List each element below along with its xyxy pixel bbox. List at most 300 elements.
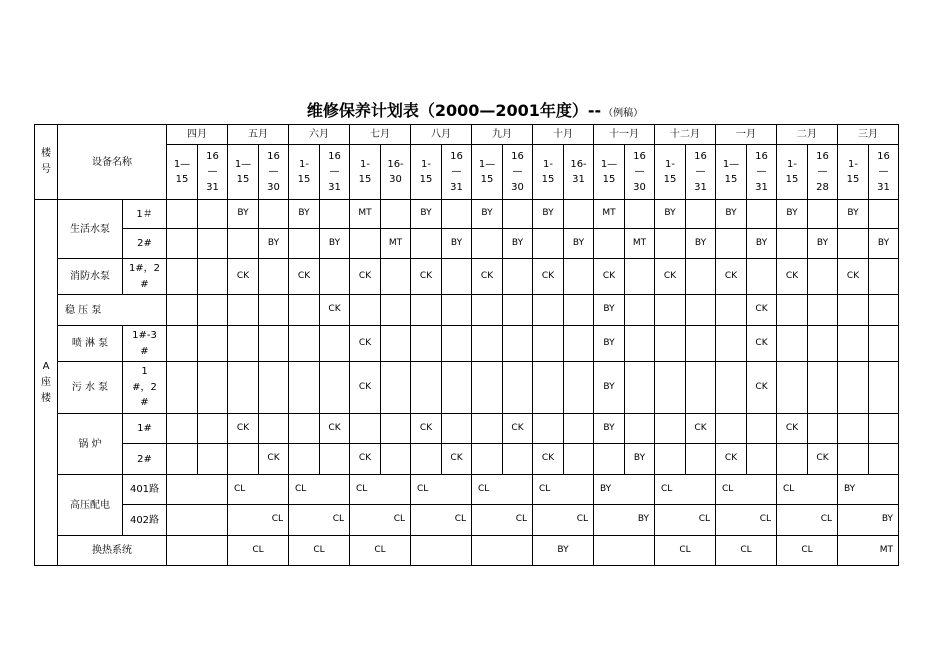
schedule-cell: CL	[777, 475, 838, 505]
period-first-half: 1- 15	[777, 145, 808, 200]
schedule-cell: BY	[320, 229, 350, 259]
schedule-cell	[777, 295, 808, 326]
schedule-cell	[320, 362, 350, 414]
schedule-cell	[808, 259, 838, 295]
schedule-cell	[228, 295, 259, 326]
period-second-half: 16- 30	[381, 145, 411, 200]
schedule-cell: BY	[442, 229, 472, 259]
schedule-cell	[411, 326, 442, 362]
schedule-cell: BY	[594, 475, 655, 505]
schedule-cell: CK	[320, 414, 350, 444]
schedule-cell: BY	[716, 200, 747, 229]
schedule-cell	[411, 444, 442, 475]
equipment-name: 锅 炉	[58, 414, 123, 475]
schedule-cell	[228, 326, 259, 362]
month-header: 九月	[472, 125, 533, 145]
schedule-cell: CK	[350, 259, 381, 295]
schedule-cell	[716, 414, 747, 444]
schedule-cell	[167, 505, 228, 536]
schedule-cell: CK	[655, 259, 686, 295]
schedule-cell	[838, 414, 869, 444]
schedule-cell	[808, 295, 838, 326]
schedule-cell: CL	[228, 536, 289, 566]
schedule-cell	[167, 444, 198, 475]
schedule-cell	[503, 295, 533, 326]
schedule-cell	[472, 362, 503, 414]
building-name: A 座 楼	[35, 200, 58, 566]
schedule-cell	[808, 200, 838, 229]
schedule-cell: CK	[686, 414, 716, 444]
schedule-cell: CK	[228, 259, 259, 295]
schedule-cell: CL	[655, 475, 716, 505]
period-second-half: 16 — 31	[320, 145, 350, 200]
period-first-half: 1— 15	[716, 145, 747, 200]
schedule-cell: CK	[533, 444, 564, 475]
schedule-cell: BY	[564, 229, 594, 259]
row-fire-pump	[35, 259, 899, 295]
period-first-half: 1- 15	[838, 145, 869, 200]
month-header: 七月	[350, 125, 411, 145]
schedule-cell: CK	[777, 414, 808, 444]
schedule-cell: BY	[594, 295, 625, 326]
schedule-cell	[442, 326, 472, 362]
period-second-half: 16 — 31	[686, 145, 716, 200]
schedule-cell	[777, 444, 808, 475]
month-header: 八月	[411, 125, 472, 145]
schedule-cell: CK	[228, 414, 259, 444]
schedule-cell	[777, 362, 808, 414]
schedule-cell: CK	[472, 259, 503, 295]
schedule-cell	[198, 362, 228, 414]
schedule-cell	[625, 259, 655, 295]
unit-label: 402路	[123, 505, 167, 536]
header-month-row	[35, 125, 899, 145]
schedule-cell: BY	[228, 200, 259, 229]
schedule-cell	[411, 229, 442, 259]
schedule-cell	[838, 362, 869, 414]
schedule-cell	[838, 326, 869, 362]
schedule-cell	[655, 444, 686, 475]
schedule-cell	[655, 362, 686, 414]
row-sewage-pump	[35, 362, 899, 414]
unit-label: 1#-3 #	[123, 326, 167, 362]
schedule-cell	[381, 326, 411, 362]
schedule-cell: CK	[747, 362, 777, 414]
schedule-cell	[686, 326, 716, 362]
schedule-cell	[869, 259, 899, 295]
period-second-half: 16 — 28	[808, 145, 838, 200]
schedule-cell	[259, 295, 289, 326]
schedule-cell: CK	[716, 259, 747, 295]
schedule-cell	[533, 229, 564, 259]
schedule-cell	[381, 259, 411, 295]
schedule-cell: MT	[838, 536, 899, 566]
period-second-half: 16 — 30	[259, 145, 289, 200]
schedule-cell	[625, 295, 655, 326]
schedule-cell: BY	[503, 229, 533, 259]
period-first-half: 1- 15	[655, 145, 686, 200]
schedule-cell	[228, 444, 259, 475]
schedule-cell	[198, 259, 228, 295]
schedule-cell	[869, 295, 899, 326]
schedule-cell	[808, 414, 838, 444]
schedule-cell: BY	[289, 200, 320, 229]
schedule-cell: CL	[350, 505, 411, 536]
month-header: 二月	[777, 125, 838, 145]
schedule-cell	[503, 259, 533, 295]
building-header: 楼 号	[35, 125, 58, 200]
period-second-half: 16 — 30	[625, 145, 655, 200]
schedule-cell: CL	[716, 505, 777, 536]
period-first-half: 1- 15	[533, 145, 564, 200]
schedule-cell	[411, 536, 472, 566]
schedule-cell	[747, 259, 777, 295]
month-header: 十一月	[594, 125, 655, 145]
schedule-cell	[747, 444, 777, 475]
schedule-cell	[381, 444, 411, 475]
schedule-cell	[594, 229, 625, 259]
unit-label: 2#	[123, 444, 167, 475]
schedule-cell: CK	[594, 259, 625, 295]
equipment-name: 生活水泵	[58, 200, 123, 259]
schedule-cell	[472, 414, 503, 444]
unit-label: 401路	[123, 475, 167, 505]
schedule-cell	[686, 200, 716, 229]
schedule-cell: CL	[777, 505, 838, 536]
schedule-cell	[686, 259, 716, 295]
maintenance-schedule-table	[34, 124, 899, 566]
schedule-cell	[533, 326, 564, 362]
page-title	[0, 98, 950, 121]
period-second-half: 16 — 31	[869, 145, 899, 200]
schedule-cell	[289, 229, 320, 259]
schedule-cell: CK	[411, 414, 442, 444]
schedule-cell	[503, 326, 533, 362]
schedule-cell	[259, 326, 289, 362]
schedule-cell	[472, 295, 503, 326]
schedule-cell: CK	[533, 259, 564, 295]
schedule-cell	[472, 536, 533, 566]
schedule-cell	[869, 326, 899, 362]
schedule-cell	[411, 362, 442, 414]
equipment-name: 污 水 泵	[58, 362, 123, 414]
schedule-cell	[289, 362, 320, 414]
schedule-cell: BY	[594, 326, 625, 362]
schedule-cell	[198, 295, 228, 326]
schedule-cell	[320, 200, 350, 229]
schedule-cell: CL	[777, 536, 838, 566]
schedule-cell	[167, 326, 198, 362]
schedule-cell	[350, 229, 381, 259]
unit-label: 1＃	[123, 200, 167, 229]
schedule-cell	[259, 259, 289, 295]
schedule-cell	[747, 414, 777, 444]
schedule-cell	[625, 326, 655, 362]
schedule-cell	[198, 229, 228, 259]
schedule-cell	[655, 229, 686, 259]
schedule-cell	[350, 295, 381, 326]
schedule-cell: CL	[716, 536, 777, 566]
schedule-cell: MT	[381, 229, 411, 259]
period-first-half: 1- 15	[411, 145, 442, 200]
schedule-cell: BY	[655, 200, 686, 229]
schedule-cell	[869, 444, 899, 475]
schedule-cell	[716, 362, 747, 414]
equipment-name: 消防水泵	[58, 259, 123, 295]
schedule-cell	[167, 295, 198, 326]
schedule-cell	[167, 414, 198, 444]
row-boiler-1	[35, 414, 899, 444]
schedule-cell: CK	[747, 295, 777, 326]
schedule-cell	[259, 414, 289, 444]
schedule-cell	[625, 200, 655, 229]
schedule-cell: CL	[289, 505, 350, 536]
schedule-cell: CK	[350, 362, 381, 414]
row-heat-exchange	[35, 536, 899, 566]
schedule-cell	[320, 326, 350, 362]
schedule-cell	[838, 295, 869, 326]
schedule-cell	[289, 295, 320, 326]
schedule-cell	[838, 444, 869, 475]
schedule-cell	[503, 444, 533, 475]
schedule-cell: CL	[533, 475, 594, 505]
schedule-cell	[442, 362, 472, 414]
schedule-cell	[655, 326, 686, 362]
schedule-cell	[411, 295, 442, 326]
schedule-cell	[838, 229, 869, 259]
schedule-cell	[564, 326, 594, 362]
equipment-name: 稳 压 泵	[58, 295, 167, 326]
schedule-cell	[472, 229, 503, 259]
schedule-cell	[167, 229, 198, 259]
schedule-cell: CK	[503, 414, 533, 444]
month-header: 四月	[167, 125, 228, 145]
schedule-cell: BY	[533, 536, 594, 566]
equipment-name: 喷 淋 泵	[58, 326, 123, 362]
schedule-cell	[777, 229, 808, 259]
schedule-cell: BY	[625, 444, 655, 475]
schedule-cell: CL	[350, 536, 411, 566]
schedule-cell	[533, 414, 564, 444]
schedule-cell: CK	[716, 444, 747, 475]
schedule-cell	[472, 444, 503, 475]
schedule-cell	[320, 259, 350, 295]
unit-label: 1 #，2 #	[123, 362, 167, 414]
period-second-half: 16- 31	[564, 145, 594, 200]
schedule-cell	[533, 295, 564, 326]
schedule-cell	[533, 362, 564, 414]
schedule-cell	[625, 414, 655, 444]
row-water-pump-1	[35, 200, 899, 229]
schedule-cell	[503, 200, 533, 229]
schedule-cell	[564, 444, 594, 475]
schedule-cell	[716, 229, 747, 259]
schedule-cell: BY	[838, 505, 899, 536]
schedule-cell	[167, 259, 198, 295]
schedule-cell: BY	[777, 200, 808, 229]
schedule-cell	[259, 200, 289, 229]
schedule-cell	[686, 444, 716, 475]
schedule-cell: CK	[350, 326, 381, 362]
schedule-cell	[655, 414, 686, 444]
title-main: 维修保养计划表（2000—2001年度）--	[306, 101, 602, 120]
schedule-cell	[289, 326, 320, 362]
schedule-cell: CL	[533, 505, 594, 536]
month-header: 五月	[228, 125, 289, 145]
period-first-half: 1— 15	[594, 145, 625, 200]
schedule-cell: CK	[777, 259, 808, 295]
schedule-cell	[564, 259, 594, 295]
schedule-cell: CL	[350, 475, 411, 505]
schedule-cell	[747, 200, 777, 229]
period-second-half: 16 — 31	[747, 145, 777, 200]
schedule-cell: CL	[716, 475, 777, 505]
row-high-voltage-401	[35, 475, 899, 505]
schedule-cell: CL	[289, 536, 350, 566]
schedule-cell	[686, 362, 716, 414]
schedule-cell	[594, 536, 655, 566]
schedule-cell	[381, 295, 411, 326]
schedule-cell: CL	[655, 505, 716, 536]
schedule-cell	[869, 200, 899, 229]
schedule-cell: CK	[442, 444, 472, 475]
schedule-cell: BY	[594, 505, 655, 536]
schedule-cell	[381, 200, 411, 229]
schedule-cell	[320, 444, 350, 475]
schedule-cell	[472, 326, 503, 362]
schedule-cell	[167, 200, 198, 229]
schedule-cell: CK	[808, 444, 838, 475]
schedule-cell: CL	[228, 505, 289, 536]
schedule-cell	[167, 475, 228, 505]
schedule-cell	[289, 414, 320, 444]
period-first-half: 1— 15	[472, 145, 503, 200]
equipment-name: 高压配电	[58, 475, 123, 536]
schedule-cell	[167, 362, 198, 414]
schedule-cell	[869, 362, 899, 414]
schedule-cell	[381, 362, 411, 414]
schedule-cell: BY	[869, 229, 899, 259]
schedule-cell	[564, 362, 594, 414]
schedule-cell: CK	[259, 444, 289, 475]
schedule-cell	[228, 229, 259, 259]
schedule-cell	[289, 444, 320, 475]
month-header: 一月	[716, 125, 777, 145]
schedule-cell: CL	[228, 475, 289, 505]
period-second-half: 16 — 31	[198, 145, 228, 200]
schedule-cell	[381, 414, 411, 444]
schedule-cell: CK	[747, 326, 777, 362]
schedule-cell	[777, 326, 808, 362]
schedule-cell	[503, 362, 533, 414]
schedule-cell: BY	[838, 200, 869, 229]
month-header: 十二月	[655, 125, 716, 145]
row-water-pump-2	[35, 229, 899, 259]
unit-label: 2#	[123, 229, 167, 259]
schedule-cell	[564, 295, 594, 326]
schedule-cell	[564, 200, 594, 229]
month-header: 六月	[289, 125, 350, 145]
schedule-cell	[442, 414, 472, 444]
schedule-cell	[259, 362, 289, 414]
schedule-cell: BY	[533, 200, 564, 229]
period-first-half: 1— 15	[228, 145, 259, 200]
title-draft-note: （例稿）	[603, 108, 644, 119]
schedule-cell	[198, 444, 228, 475]
schedule-cell: CL	[472, 505, 533, 536]
schedule-cell: CK	[350, 444, 381, 475]
schedule-cell	[716, 326, 747, 362]
schedule-cell: CL	[289, 475, 350, 505]
schedule-cell: CL	[472, 475, 533, 505]
row-sprinkler-pump	[35, 326, 899, 362]
schedule-cell	[167, 536, 228, 566]
schedule-cell: BY	[259, 229, 289, 259]
schedule-cell	[442, 200, 472, 229]
schedule-cell	[442, 259, 472, 295]
month-header: 三月	[838, 125, 899, 145]
period-first-half: 1— 15	[167, 145, 198, 200]
schedule-cell: CL	[411, 475, 472, 505]
schedule-cell	[655, 295, 686, 326]
schedule-cell	[198, 326, 228, 362]
equipment-name: 换热系统	[58, 536, 167, 566]
schedule-cell: BY	[411, 200, 442, 229]
schedule-cell: MT	[625, 229, 655, 259]
unit-label: 1#	[123, 414, 167, 444]
schedule-cell: CK	[411, 259, 442, 295]
row-high-voltage-402	[35, 505, 899, 536]
schedule-cell	[228, 362, 259, 414]
row-boiler-2	[35, 444, 899, 475]
equipment-header: 设备名称	[58, 125, 167, 200]
schedule-cell: CL	[411, 505, 472, 536]
schedule-cell: BY	[747, 229, 777, 259]
schedule-cell: BY	[594, 414, 625, 444]
schedule-cell	[198, 200, 228, 229]
schedule-cell	[564, 414, 594, 444]
schedule-cell	[686, 295, 716, 326]
schedule-cell	[350, 414, 381, 444]
schedule-cell	[625, 362, 655, 414]
schedule-cell: BY	[838, 475, 899, 505]
schedule-cell: MT	[594, 200, 625, 229]
schedule-cell	[442, 295, 472, 326]
schedule-cell	[808, 326, 838, 362]
unit-label: 1#，2 #	[123, 259, 167, 295]
schedule-cell	[869, 414, 899, 444]
row-stabilizer-pump	[35, 295, 899, 326]
schedule-cell	[594, 444, 625, 475]
period-second-half: 16 — 31	[442, 145, 472, 200]
schedule-cell	[808, 362, 838, 414]
schedule-cell: BY	[594, 362, 625, 414]
schedule-cell: CL	[655, 536, 716, 566]
schedule-cell: BY	[808, 229, 838, 259]
schedule-cell	[716, 295, 747, 326]
period-first-half: 1- 15	[289, 145, 320, 200]
period-first-half: 1- 15	[350, 145, 381, 200]
month-header: 十月	[533, 125, 594, 145]
schedule-cell: BY	[472, 200, 503, 229]
schedule-cell: CK	[320, 295, 350, 326]
period-second-half: 16 — 30	[503, 145, 533, 200]
schedule-cell	[198, 414, 228, 444]
schedule-cell: CK	[289, 259, 320, 295]
schedule-cell: CK	[838, 259, 869, 295]
schedule-cell: BY	[686, 229, 716, 259]
schedule-cell: MT	[350, 200, 381, 229]
